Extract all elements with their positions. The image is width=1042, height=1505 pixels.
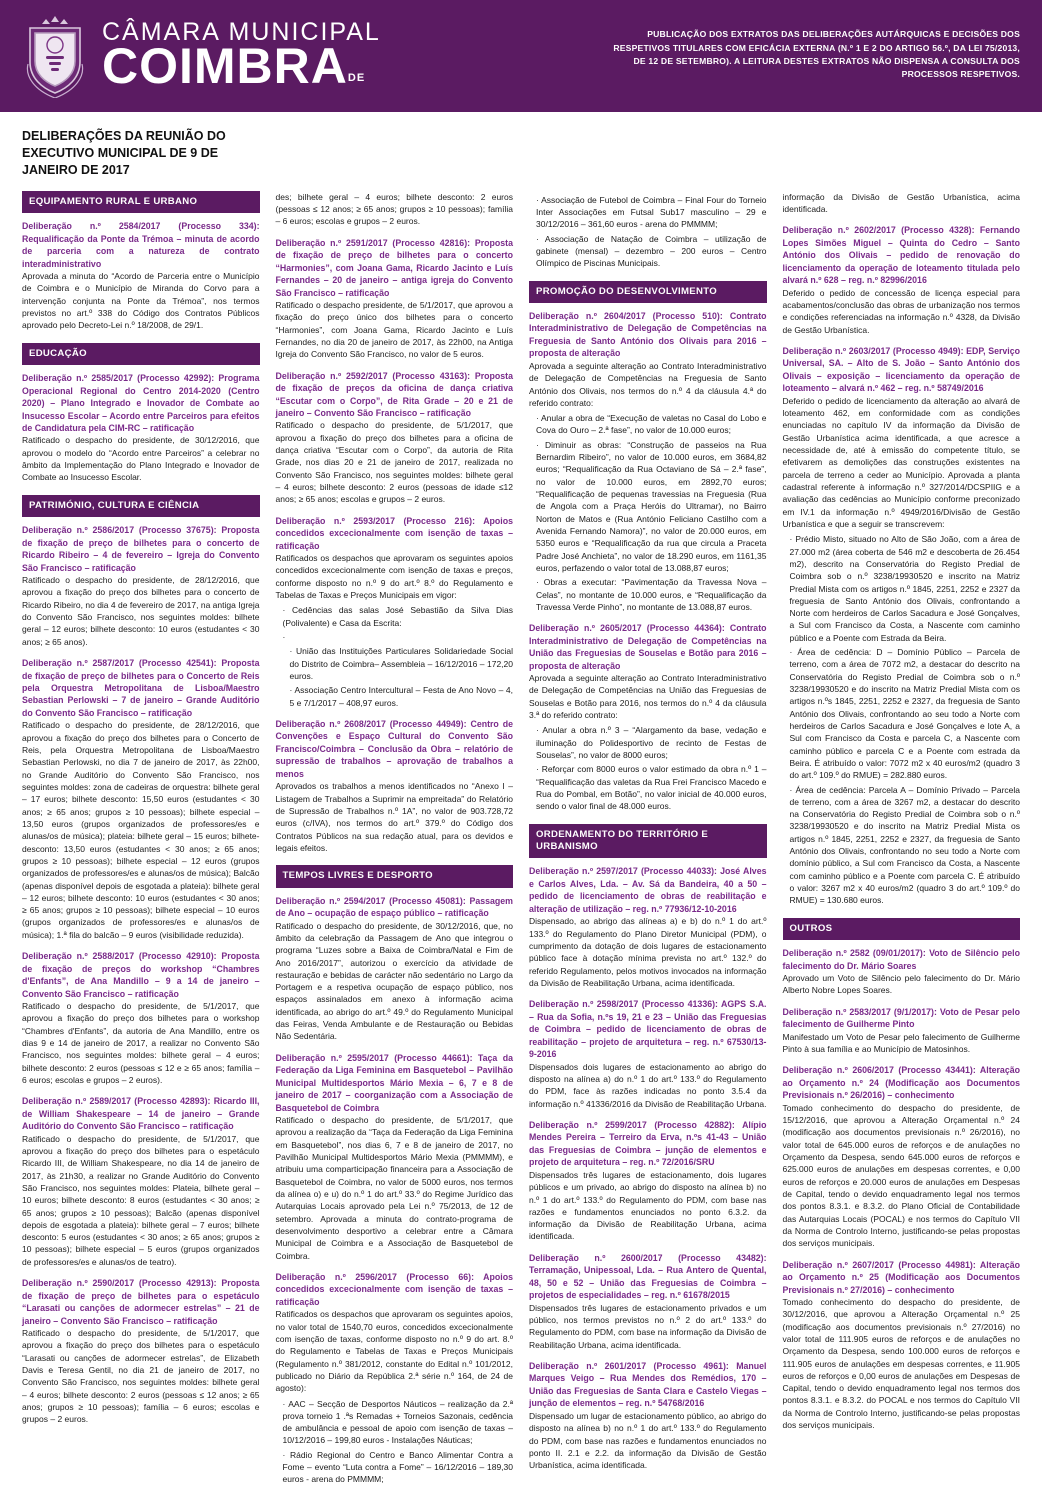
section-heading-outros: OUTROS [783,918,1021,940]
deliberation-title: Deliberação n.º 2592/2017 (Processo 43163): Proposta de fixação de preços da oficina de dança criativa “Escutar com o Corpo”, de Rita Grade – 20 e 21 de janeiro – Convento São Francisco – ratificação [275,370,513,418]
deliberation-body: Ratificado o despacho do presidente, de 5/1/2017, que aprovou a fixação do preço dos bilhetes para o workshop “Chambres d'Enfants”, da autoria de Ana Mandillo, entre os dias 9 e 14 de janeiro de 2017, a realizar no Convento São Francisco, nos seguintes moldes: bilhete geral – 4 euros; bilhete desconto: 2 euros (pessoas ≤ 12 e ≥ 65 anos; família – 6 euros; escolas e grupos – 2 euros). [22,1001,260,1085]
page-content [0,112,1042,1495]
deliberation-2585 [22,372,260,484]
deliberation-2606 [783,1064,1021,1249]
publication-note: PUBLICAÇÃO DOS EXTRATOS DAS DELIBERAÇÕES AUTÁRQUICAS E DECISÕES DOS RESPETIVOS TITULARES COM EFICÁCIA EXTERNA (N.º 1 E 2 DO ARTIGO 56.º, DA LEI 75/2013, DE 12 DE SETEMBRO). A LEITURA DESTES EXTRATOS NÃO DISPENSA A CONSULTA DOS PROCESSOS RESPETIVOS. [613,29,1020,80]
deliberation-body: Dispensado, ao abrigo das alíneas a) e b) do n.º 1 do art.º 133.º do Regulamento do Plano Diretor Municipal (PDM), o cumprimento da dotação de dois lugares de estacionamento público face à dotação mínima prevista no art.º 132.º do referido Regulamento, pelos motivos invocados na informação da Divisão de Reabilitação Urbana, acima identificada. [529,916,767,988]
section-heading-patrimonio: PATRIMÓNIO, CULTURA E CIÊNCIA [22,495,260,517]
deliberation-2589 [22,1095,260,1268]
list-item: · Associação de Natação de Coimbra – utilização de gabinete (mensal) – dezembro – 200 euros – Centro Olímpico de Piscinas Municipais. [536,233,767,270]
section-heading-educacao: EDUCAÇÃO [22,343,260,365]
deliberation-2587 [22,657,260,941]
deliberation-list [276,1398,514,1486]
deliberation-2602 [783,224,1021,336]
columns [22,191,1020,1495]
list-item: · Anular a obra de “Execução de valetas no Casal do Lobo e Cova do Ouro – 2.ª fase”, no valor de 10.000 euros; [536,412,767,437]
list-item: · Obras a executar: “Pavimentação da Travessa Nova – Celas”, no montante de 10.000 euros, e “Requalificação da Travessa Verde Pinho”, no montante de 13.088,87 euros. [536,576,767,613]
list-item: · Diminuir as obras: “Construção de passeios na Rua Bernardim Ribeiro”, no valor de 10.000 euros, em 3684,82 euros; “Requalificação da Rua Octaviano de Sá – 2.ª fase”, no valor de 10.000 euros, em 2892,70 euros; “Requalificação de pequenas travessias na Freguesia (Rua de Angola com a Praça Heróis do Ultramar), no Bairro Norton de Matos e (Rua António Feliciano Castilho com a Avenida Fernando Namora)”, no valor de 20.000 euros, em 5350 euros e “Requalificação da rua que circula a Praceta Padre José Anchieta”, no valor de 18.290 euros, em 1161,35 euros, perfazendo o valor total de 13.088,87 euros; [536,439,767,574]
section-heading-equipamento: EQUIPAMENTO RURAL E URBANO [22,191,260,213]
deliberation-title: Deliberação n.º 2595/2017 (Processo 44661): Taça da Federação da Liga Feminina em Basquetebol – Pavilhão Municipal Multidesportos Mário Mexia – 6, 7 e 8 de janeiro de 2017 – coorganização com a Associação de Basquetebol de Coimbra [275,1052,513,1113]
deliberation-body: Ratificados os despachos que aprovaram os seguintes apoios concedidos excecionalmente com isenção de taxas e preços, conforme disposto no n.º 9 do art.º 8.º do Regulamento e Tabelas de Taxas e Preços Municipais em vigor: [275,553,513,601]
deliberation-body: Ratificados os despachos que aprovaram os seguintes apoios, no valor total de 1540,70 euros, concedidos excecionalmente com isenção de taxas, conforme disposto no n.º 9 do art. 8.º do Regulamento e Tabelas de Taxas e Preços Municipais (Regulamento n.º 381/2012, constante do Edital n.º 101/2012, publicado no Diário da República 2.ª série n.º 164, de 24 de agosto): [275,1309,513,1394]
deliberation-title: Deliberação n.º 2584/2017 (Processo 334): Requalificação da Ponte da Trémoa – minuta de acordo de parceria com a natureza de contrato interadministrativo [22,221,260,269]
brand-name [102,17,381,94]
deliberation-2607 [783,1259,1021,1432]
deliberation-title: Deliberação n.º 2593/2017 (Processo 216): Apoios concedidos excecionalmente com isenção de taxas – ratificação [275,515,513,551]
coat-of-arms-icon [22,14,88,96]
deliberation-body: Ratificado o despacho do presidente, de 5/1/2017, que aprovou a fixação do preço dos bilhetes para o espetáculo Ricardo III, de William Shakespeare, no dia 14 de janeiro de 2017, às 21h30, a realizar no Grande Auditório do Convento São Francisco, nos seguintes moldes: Plateia, bilhete geral – 10 euros; bilhete desconto: 8 euros (estudantes < 30 anos; ≥ 65 anos; grupos ≥ 10 pessoas); Balcão (apenas disponível depois de esgotada a plateia): bilhete geral – 7 euros; bilhete desconto: 5 euros (estudantes < 30 anos; ≥ 65 anos; grupos ≥ 10 pessoas); bilhete especial – 5 euros (grupos organizados de professores/es e alunas/os de teatro). [22,1133,260,1267]
deliberation-2588 [22,950,260,1086]
deliberation-2592 [276,370,514,506]
deliberation-title: Deliberação n.º 2588/2017 (Processo 42910): Proposta de fixação de preços do workshop “Chambres d'Enfants”, de Ana Mandillo – 9 a 14 de janeiro – Convento São Francisco – ratificação [22,951,260,999]
brand-line-2: COIMBRA [102,37,348,94]
deliberation-title: Deliberação n.º 2597/2017 (Processo 44033): José Alves e Carlos Alves, Lda. – Av. Sá da Bandeira, 40 a 50 – pedido de licenciamento de obras de reabilitação e alteração de utilização – reg. n.º 77936/12-10-2016 [529,866,767,914]
deliberation-title: Deliberação n.º 2594/2017 (Processo 45081): Passagem de Ano – ocupação de espaço público – ratificação [275,895,513,919]
deliberation-title: Deliberação n.º 2600/2017 (Processo 43482): Terramação, Unipessoal, Lda. – Rua Antero de Quental, 48, 50 e 52 – União das Freguesias de Coimbra – projetos de especialidades – reg. n.º 61678/2015 [529,1252,767,1301]
deliberation-title: Deliberação n.º 2603/2017 (Processo 4949): EDP, Serviço Universal, SA. – Alto de S. João – Santo António dos Olivais – exposição – licenciamento da operação de loteamento – alvará n.º 462 – reg. n.º 58749/2016 [782,345,1020,394]
list-item: · AAC – Secção de Desportos Náuticos – realização da 2.ª prova torneio 1 .ªs Remadas + Torneios Sazonais, cedência de ambulância e pessoal de apoio com isenção de taxas – 10/12/2016 – 199,80 euros - Instalações Náuticas; [283,1398,514,1447]
deliberation-title: Deliberação n.º 2607/2017 (Processo 44981): Alteração ao Orçamento n.º 25 (Modificação aos Documentos Previsionais n.º 27/2016) – conhecimento [782,1259,1020,1295]
deliberation-body: Deferido o pedido de licenciamento da alteração ao alvará de loteamento 462, em conformidade com as condições enunciadas no capítulo IV da informação da Divisão de Gestão Urbanística acima identificada, a que acresce a necessidade de, até à emissão do competente título, se efetivarem as demolições das construções existentes na parcela de terreno a ceder ao Município. Aprovada a planta cadastral referente à informação n.º 327/2014/DCSPIIG e a avaliação das cedências ao Município conforme preconizado em IV.1 da informação n.º 4949/2016/Divisão de Gestão Urbanística e que a seguir se transcrevem: [782,395,1020,529]
list-item: · · União das Instituições Particulares Solidariedade Social do Distrito de Coimbra– Assembleia – 16/12/2016 – 172,20 euros. [290,645,514,682]
deliberation-title: Deliberação n.º 2602/2017 (Processo 4328): Fernando Lopes Simões Miguel – Quinta do Cedro – Santo António dos Olivais – pedido de renovação do licenciamento da operação de loteamento titulada pelo alvará n.º 628 – reg. n.º 82996/2016 [782,225,1020,286]
deliberation-body: Dispensados três lugares de estacionamento privados e um público, nos termos previstos no n.º 2 do art.º 133.º do Regulamento do PDM, com base na informação da Divisão de Reabilitação Urbana, acima identificada. [529,1302,767,1350]
page-header [0,0,1042,112]
deliberation-body: Ratificado o despacho do presidente, de 5/1/2017, que aprovou a realização da “Taça da Federação da Liga Feminina em Basquetebol”, nos dias 6, 7 e 8 de janeiro de 2017, no Pavilhão Municipal Multidesportos Mário Mexia (PMMMM), e atribuiu uma comparticipação financeira para a Associação de Basquetebol de Coimbra, no valor de 5000 euros, nos termos da alínea o) e u) do n.º 1 do art.º 33.º do Regime Jurídico das Autarquias Locais aprovado pela Lei n.º 75/2013, de 12 de setembro. Aprovada a minuta do contrato-programa de desenvolvimento desportivo a celebrar entre a Câmara Municipal de Coimbra e a Associação de Basquetebol de Coimbra. [275,1115,513,1261]
deliberation-title: Deliberação n.º 2596/2017 (Processo 66): Apoios concedidos excecionalmente com isenção de taxas – ratificação [275,1271,513,1307]
brand-de: DE [347,71,366,84]
deliberation-body: Aprovada a seguinte alteração ao Contrato Interadministrativo de Delegação de Competências na Freguesia de Santo António dos Olivais, nos termos do n.º 4 da cláusula 4.ª do referido contrato: [529,360,767,408]
deliberation-body: Ratificado o despacho do presidente, de 5/1/2017, que aprovou a fixação do preço dos bilhetes para o espetáculo “Larasati ou canções de adormecer estrelas”, de Elizabeth Davis e Teresa Gentil, no dia 21 de janeiro de 2017, no Convento São Francisco, nos seguintes moldes: bilhete geral – 4 euros; bilhete desconto: 2 euros (pessoas ≤ 12 anos; ≥ 65 anos; grupos ≥ 10 pessoas); família – 6 euros; escolas e grupos – 2 euros. [22,1328,260,1425]
deliberation-2590 [22,1277,260,1425]
list-item: · Prédio Misto, situado no Alto de São João, com a área de 27.000 m2 (área coberta de 546 m2 e descoberta de 26.454 m2), descrito na Conservatória do Registo Predial de Coimbra sob o n.º 3238/19930520 e inscrito na Matriz Predial Mista com os artigos n.º 1845, 2251, 2252 e 2327 da freguesia de Santo António dos Olivais, confrontando a Norte com herdeiros de Carlos Sacadura e José Gonçalves, a Sul com Francisco da Costa, a Nascente com caminho público e a Poente com Estrada da Beira. [790,533,1021,644]
list-item: · Área de cedência: D – Domínio Público – Parcela de terreno, com a área de 7072 m2, a destacar do descrito na Conservatória do Registo Predial de Coimbra sob o n.º 3238/19930520 e do inscrito na Matriz Predial Mista com os artigos n.ºs 1845, 2251, 2252 e 2327, da freguesia de Santo António dos Olivais, confrontando ao seu todo a Norte com herdeiros de Carlos Sacadura e José Gonçalves e lote A, a Sul com Francisco da Costa e parcela C, a Nascente com caminho público e parcela C e a Poente com estrada da Beira. É atribuído o valor: 7072 m2 x 40 euros/m2 (quadro 3 do art.º 109.º do RMUE) = 282.880 euros. [790,646,1021,781]
deliberation-2595 [276,1052,514,1262]
continuation-text: des; bilhete geral – 4 euros; bilhete desconto: 2 euros (pessoas ≤ 12 anos; ≥ 65 anos; grupos ≥ 10 pessoas); família – 6 euros; escolas e grupos – 2 euros. [275,191,513,227]
deliberation-list [276,604,514,709]
deliberation-body: Ratificado o despacho do presidente, de 30/12/2016, que aprovou o modelo do “Acordo entre Parceiros” a celebrar no âmbito da Implementação do Plano Integrado e Inovador de Combate ao Insucesso Escolar. [22,435,260,483]
deliberation-2601-continued [783,191,1021,216]
deliberation-title: Deliberação n.º 2583/2017 (9/1/2017): Voto de Pesar pelo falecimento de Guilherme Pinto [782,1006,1020,1030]
brand-line-1: CÂMARA MUNICIPAL [102,17,381,46]
page-title: DELIBERAÇÕES DA REUNIÃO DO EXECUTIVO MUNICIPAL DE 9 DE JANEIRO DE 2017 [22,129,226,177]
deliberation-list [529,412,767,613]
deliberation-title: Deliberação n.º 2605/2017 (Processo 44364): Contrato Interadministrativo de Delegação de Competências na União das Freguesias de Souselas e Botão para 2016 – proposta de alteração [529,623,767,671]
deliberation-body: Ratificado o despacho presidente, de 5/1/2017, que aprovou a fixação do preço único dos bilhetes para o concerto “Harmonies”, com Joana Gama, Ricardo Jacinto e Luís Fernandes, no dia 20 de janeiro de 2017, às 22h00, na Antiga Igreja do Convento São Francisco, no valor de 5 euros. [275,299,513,360]
deliberation-2601 [529,1360,767,1472]
deliberation-2593 [276,515,514,709]
continuation-text: informação da Divisão de Gestão Urbanística, acima identificada. [782,191,1020,214]
deliberation-list-continued [529,194,767,270]
deliberation-list [529,724,767,812]
deliberation-body: Aprovada a minuta do “Acordo de Parceria entre o Município de Coimbra e o Município de Miranda do Corvo para a intervenção conjunta na Ponte da Trémoa”, nos termos previstos no art.º 338 do Código dos Contratos Públicos aprovado pelo Decreto-Lei n.º 18/2008, de 29/1. [22,271,260,331]
list-item: · Associação de Futebol de Coimbra – Final Four do Torneio Inter Associações em Futsal Sub17 masculino – 29 e 30/12/2016 – 361,60 euros - arena do PMMMM; [536,194,767,231]
deliberation-2599 [529,1119,767,1243]
deliberation-list [783,533,1021,906]
deliberation-body: Tomado conhecimento do despacho do presidente, de 30/12/2016, que aprovou a Alteração Orçamental n.º 25 (modificação aos documentos previsionais n.º 27/2016) no valor total de 111.905 euros de reforços e de anulações no Orçamento da Despesa, sendo 100.000 euros de reforços e 111.905 euros de anulações em despesas correntes, e 11.905 euros de reforços e 0,00 euros de anulações em Despesas de Capital, tendo o devido enquadramento legal nos termos dos pontos 8.3.1. e 8.3.2. do POCAL e nos termos do Capítulo VII da Norma de Controlo Interno, justificando-se pelas propostas dos serviços municipais. [782,1296,1020,1431]
deliberation-body: Aprovados os trabalhos a menos identificados no “Anexo I – Listagem de Trabalhos a Suprimir na empreitada” do Relatório de Supressão de Trabalhos n.º 1A”, no valor de 903.728,72 euros (c/IVA), nos termos do art.º 379.º do Código dos Contratos Públicos na sua redação atual, para os devidos e legais efeitos. [275,781,513,853]
deliberation-body: Aprovada a seguinte alteração ao Contrato Interadministrativo de Delegação de Competências na União das Freguesias de Souselas e Botão para 2016, nos termos do n.º 4 da cláusula 3.ª do referido contrato: [529,673,767,721]
column-1 [22,191,260,1435]
deliberation-title: Deliberação n.º 2586/2017 (Processo 37675): Proposta de fixação de preço de bilhetes para o concerto de Ricardo Ribeiro – 4 de fevereiro – Igreja do Convento São Francisco – ratificação [22,525,260,573]
deliberation-title: Deliberação n.º 2608/2017 (Processo 44949): Centro de Convenções e Espaço Cultural do Convento São Francisco/Coimbra – Conclusão da Obra – relatório de supressão de trabalhos – aprovação de trabalhos a menos [275,718,513,779]
column-2 [276,191,514,1495]
deliberation-body: Deferido o pedido de concessão de licença especial para acabamentos/conclusão das obras de urbanização nos termos e condições referenciadas na informação n.º 4328, da Divisão de Gestão Urbanística. [782,287,1020,335]
deliberation-title: Deliberação n.º 2590/2017 (Processo 42913): Proposta de fixação de preço de bilhetes para o espetáculo “Larasati ou canções de adormecer estrelas” – 21 de janeiro – Convento São Francisco – ratificação [22,1278,260,1326]
deliberation-2583 [783,1006,1021,1056]
deliberation-2586 [22,524,260,648]
deliberation-body: Ratificado o despacho do presidente, de 30/12/2016, que, no âmbito da celebração da Passagem de Ano que integrou o programa “Luzes sobre a Baixa de Coimbra/Natal e Fim de Ano 2016/2017”, autorizou o exercício da atividade de restauração e bebidas de carácter não sedentário no Largo da Portagem e a respetiva ocupação de espaço público, nos espaços assinalados em anexo à informação acima identificada, ao abrigo do art.º 49.º do Regulamento Municipal das Feiras, Venda Ambulante e de Restauração ou Bebidas Não Sedentária. [275,920,513,1042]
deliberation-2596-continued [529,194,767,270]
list-item: · Associação Centro Intercultural – Festa de Ano Novo – 4, 5 e 7/1/2017 – 408,97 euros. [290,684,514,709]
deliberation-2600 [529,1252,767,1351]
deliberation-title: Deliberação n.º 2599/2017 (Processo 42882): Alípio Mendes Pereira – Terreiro da Erva, n.ºs 41-43 – União das Freguesias de Coimbra – junção de elementos e projeto de arquitetura – reg. n.º 72/2016/SRU [529,1119,767,1168]
brand-block [22,14,381,96]
deliberation-body: Dispensados três lugares de estacionamento, dois lugares públicos e um privado, ao abrigo do disposto na alínea b) no n.º 1 do art.º 133.º do Regulamento do PDM, com base nas razões e fundamentos enunciados no ponto 6.3.2. da informação da Divisão de Reabilitação Urbana, acima identificada. [529,1169,767,1242]
section-heading-tempos-livres: TEMPOS LIVRES E DESPORTO [276,865,514,887]
deliberation-title: Deliberação n.º 2591/2017 (Processo 42816): Proposta de fixação de preço de bilhetes para o concerto “Harmonies”, com Joana Gama, Ricardo Jacinto e Luís Fernandes – 20 de janeiro – antiga igreja do Convento São Francisco – ratificação [275,237,513,298]
deliberation-2605 [529,622,767,812]
deliberation-body: Ratificado o despacho do presidente, de 28/12/2016, que aprovou a fixação do preço dos bilhetes para o concerto de Ricardo Ribeiro, no dia 4 de fevereiro de 2017, na antiga Igreja do Convento São Francisco, nos seguintes moldes: bilhete geral – 12 euros; bilhete desconto: 10 euros (estudantes < 30 anos; ≥ 65 anos). [22,575,260,647]
list-item: · Rádio Regional do Centro e Banco Alimentar Contra a Fome – evento “Luta contra a Fome” – 16/12/2016 – 189,30 euros - arena do PMMMM; [283,1449,514,1486]
deliberation-2590-continued [276,191,514,228]
column-4 [783,191,1021,1441]
section-heading-ordenamento: ORDENAMENTO DO TERRITÓRIO E URBANISMO [529,824,767,859]
deliberation-title: Deliberação n.º 2582 (09/01/2017): Voto de Silêncio pelo falecimento do Dr. Mário Soares [782,948,1020,971]
deliberation-2594 [276,895,514,1043]
deliberation-sublist [283,645,514,709]
deliberation-2584 [22,220,260,332]
deliberation-title: Deliberação n.º 2589/2017 (Processo 42893): Ricardo III, de William Shakespeare – 14 de janeiro – Grande Auditório do Convento São Francisco – ratificação [22,1096,260,1132]
deliberation-2591 [276,237,514,361]
deliberation-2608 [276,718,514,854]
deliberation-2596 [276,1271,514,1486]
column-3 [529,191,767,1481]
deliberation-title: Deliberação n.º 2587/2017 (Processo 42541): Proposta de fixação de preço de bilhetes para o Concerto de Reis pela Orquestra Metropolitana de Lisboa/Maestro Sebastian Perlowski – 7 de janeiro – Grande Auditório do Convento São Francisco – ratificação [22,658,260,718]
deliberation-2597 [529,865,767,989]
list-item: · Reforçar com 8000 euros o valor estimado da obra n.º 1 – “Requalificação das valetas da Rua Frei Francisco Macedo e Rua do Pombal, em Botão”, no valor inicial de 40.000 euros, sendo o valor final de 48.000 euros. [536,763,767,812]
deliberation-2603 [783,345,1021,907]
deliberation-body: Manifestado um Voto de Pesar pelo falecimento de Guilherme Pinto à sua família e ao Município de Matosinhos. [782,1031,1020,1055]
deliberation-body: Aprovado um Voto de Silêncio pelo falecimento do Dr. Mário Alberto Nobre Lopes Soares. [782,973,1020,996]
deliberation-2598 [529,998,767,1110]
section-heading-promocao: PROMOÇÃO DO DESENVOLVIMENTO [529,281,767,303]
deliberation-body: Ratificado o despacho do presidente, de 28/12/2016, que aprovou a fixação do preço dos bilhetes para o Concerto de Reis, pela Orquestra Metropolitana de Lisboa/Maestro Sebastian Perlowski, no dia 7 de janeiro de 2017, às 22h00, no Grande Auditório do Convento São Francisco, nos seguintes moldes: zona de cadeiras de orquestra: bilhete geral – 17 euros; bilhete desconto: 15,50 euros (estudantes < 30 anos; ≥ 65 anos; grupos ≥ 10 pessoas); bilhete especial – 13,50 euros (grupos organizados de professores/es e alunas/os de música); plateia: bilhete geral – 15 euros; bilhete-desconto: 13,50 euros (estudantes < 30 anos; ≥ 65 anos; grupos ≥ 10 pessoas); bilhete especial – 12 euros (grupos organizados de professores/es e alunas/os de música); Balcão (apenas disponível depois de esgotada a plateia): bilhete geral – 12 euros; bilhete desconto: 10 euros (estudantes < 30 anos; ≥ 65 anos; grupos ≥ 10 pessoas); bilhete especial – 10 euros (grupos organizados de professores/es e alunas/os de música); 1.ª fila do balcão – 9 euros (visibilidade reduzida). [22,720,260,940]
list-item: · Área de cedência: Parcela A – Domínio Privado – Parcela de terreno, com a área de 3267 m2, a destacar do descrito na Conservatória do Registo Predial de Coimbra sob o n.º 3238/19930520 e do inscrito na Matriz Predial Mista os artigos n.º 1845, 2251, 2252 e 2327, da freguesia de Santo António dos Olivais, confrontando no seu todo a Norte com domínio público, a Sul com Francisco da Costa, a Nascente com caminho público e a Poente com parcela C. É atribuído o valor: 3267 m2 x 40 euros/m2 (quadro 3 do art.º 109.º do RMUE) = 130.680 euros. [790,784,1021,907]
deliberation-title: Deliberação n.º 2601/2017 (Processo 4961): Manuel Marques Veigo – Rua Mendes dos Remédios, 170 – União das Freguesias de Santa Clara e Castelo Viegas – junção de elementos – reg. n.º 54768/2016 [529,1360,767,1409]
list-item: · Anular a obra n.º 3 – “Alargamento da base, vedação e iluminação do Polidesportivo de recinto de Festas de Souselas”, no valor de 8000 euros; [536,724,767,761]
deliberation-title: Deliberação n.º 2585/2017 (Processo 42992): Programa Operacional Regional do Centro 2014-2020 (Centro 2020) – Plano Integrado e Inovador de Combate ao Insucesso Escolar – Acordo entre Parceiros para efeitos de Candidatura pela CIM-RC – ratificação [22,373,260,433]
deliberation-2604 [529,310,767,613]
deliberation-body: Ratificado o despacho do presidente, de 5/1/2017, que aprovou a fixação do preço dos bilhetes para a oficina de dança criativa “Escutar com o Corpo”, da autoria de Rita Grade, nos dias 20 e 21 de janeiro de 2017, realizada no Convento São Francisco, nos seguintes moldes: bilhete geral – 4 euros; bilhete desconto: 2 euros (pessoas de idade ≤12 anos; ≥ 65 anos; escolas e grupos – 2 euros. [275,420,513,505]
deliberation-title: Deliberação n.º 2606/2017 (Processo 43441): Alteração ao Orçamento n.º 24 (Modificação aos Documentos Previsionais n.º 26/2016) – conhecimento [782,1065,1020,1101]
deliberation-2582 [783,947,1021,997]
deliberation-title: Deliberação n.º 2598/2017 (Processo 41336): AGPS S.A. – Rua da Sofia, n.ºs 19, 21 e 23 – União das Freguesias de Coimbra – pedido de licenciamento de obras de reabilitação – projeto de arquitetura – reg. n.º 67530/13-9-2016 [529,999,767,1060]
list-item: · Cedências das salas José Sebastião da Silva Dias (Polivalente) e Casa da Escrita: [283,604,514,629]
deliberation-body: Dispensado um lugar de estacionamento público, ao abrigo do disposto na alínea b) no n.º 1 do art.º 133.º do Regulamento do PDM, com base nas razões e fundamentos enunciados no ponto II. 2.1 e 2.2. da informação da Divisão de Gestão Urbanística, acima identificada. [529,1410,767,1471]
deliberation-body: Tomado conhecimento do despacho do presidente, de 15/12/2016, que aprovou a Alteração Orçamental n.º 24 (modificação aos documentos previsionais n.º 26/2016), no valor total de 645.000 euros de reforços e de anulações no Orçamento da Despesa, sendo 645.000 euros de reforços e 625.000 euros de anulações em despesas correntes, e 0,00 euros de reforços e 20.000 euros de anulações em Despesas de Capital, tendo o devido enquadramento legal nos termos dos pontos 8.3.1. e 8.3.2. do Plano Oficial de Contabilidade das Autarquias Locais (POCAL) e nos termos do Capítulo VII da Norma de Controlo Interno, justificando-se pelas propostas dos serviços municipais. [782,1102,1020,1249]
deliberation-body: Dispensados dois lugares de estacionamento ao abrigo do disposto na alínea a) do n.º 1 do art.º 133.º do Regulamento do PDM, face às razões indicadas no ponto 3.5.4 da informação n.º 41336/2016 da Divisão de Reabilitação Urbana. [529,1061,767,1109]
deliberation-title: Deliberação n.º 2604/2017 (Processo 510): Contrato Interadministrativo de Delegação de Competências na Freguesia de Santo António dos Olivais para 2016 – proposta de alteração [529,310,767,359]
